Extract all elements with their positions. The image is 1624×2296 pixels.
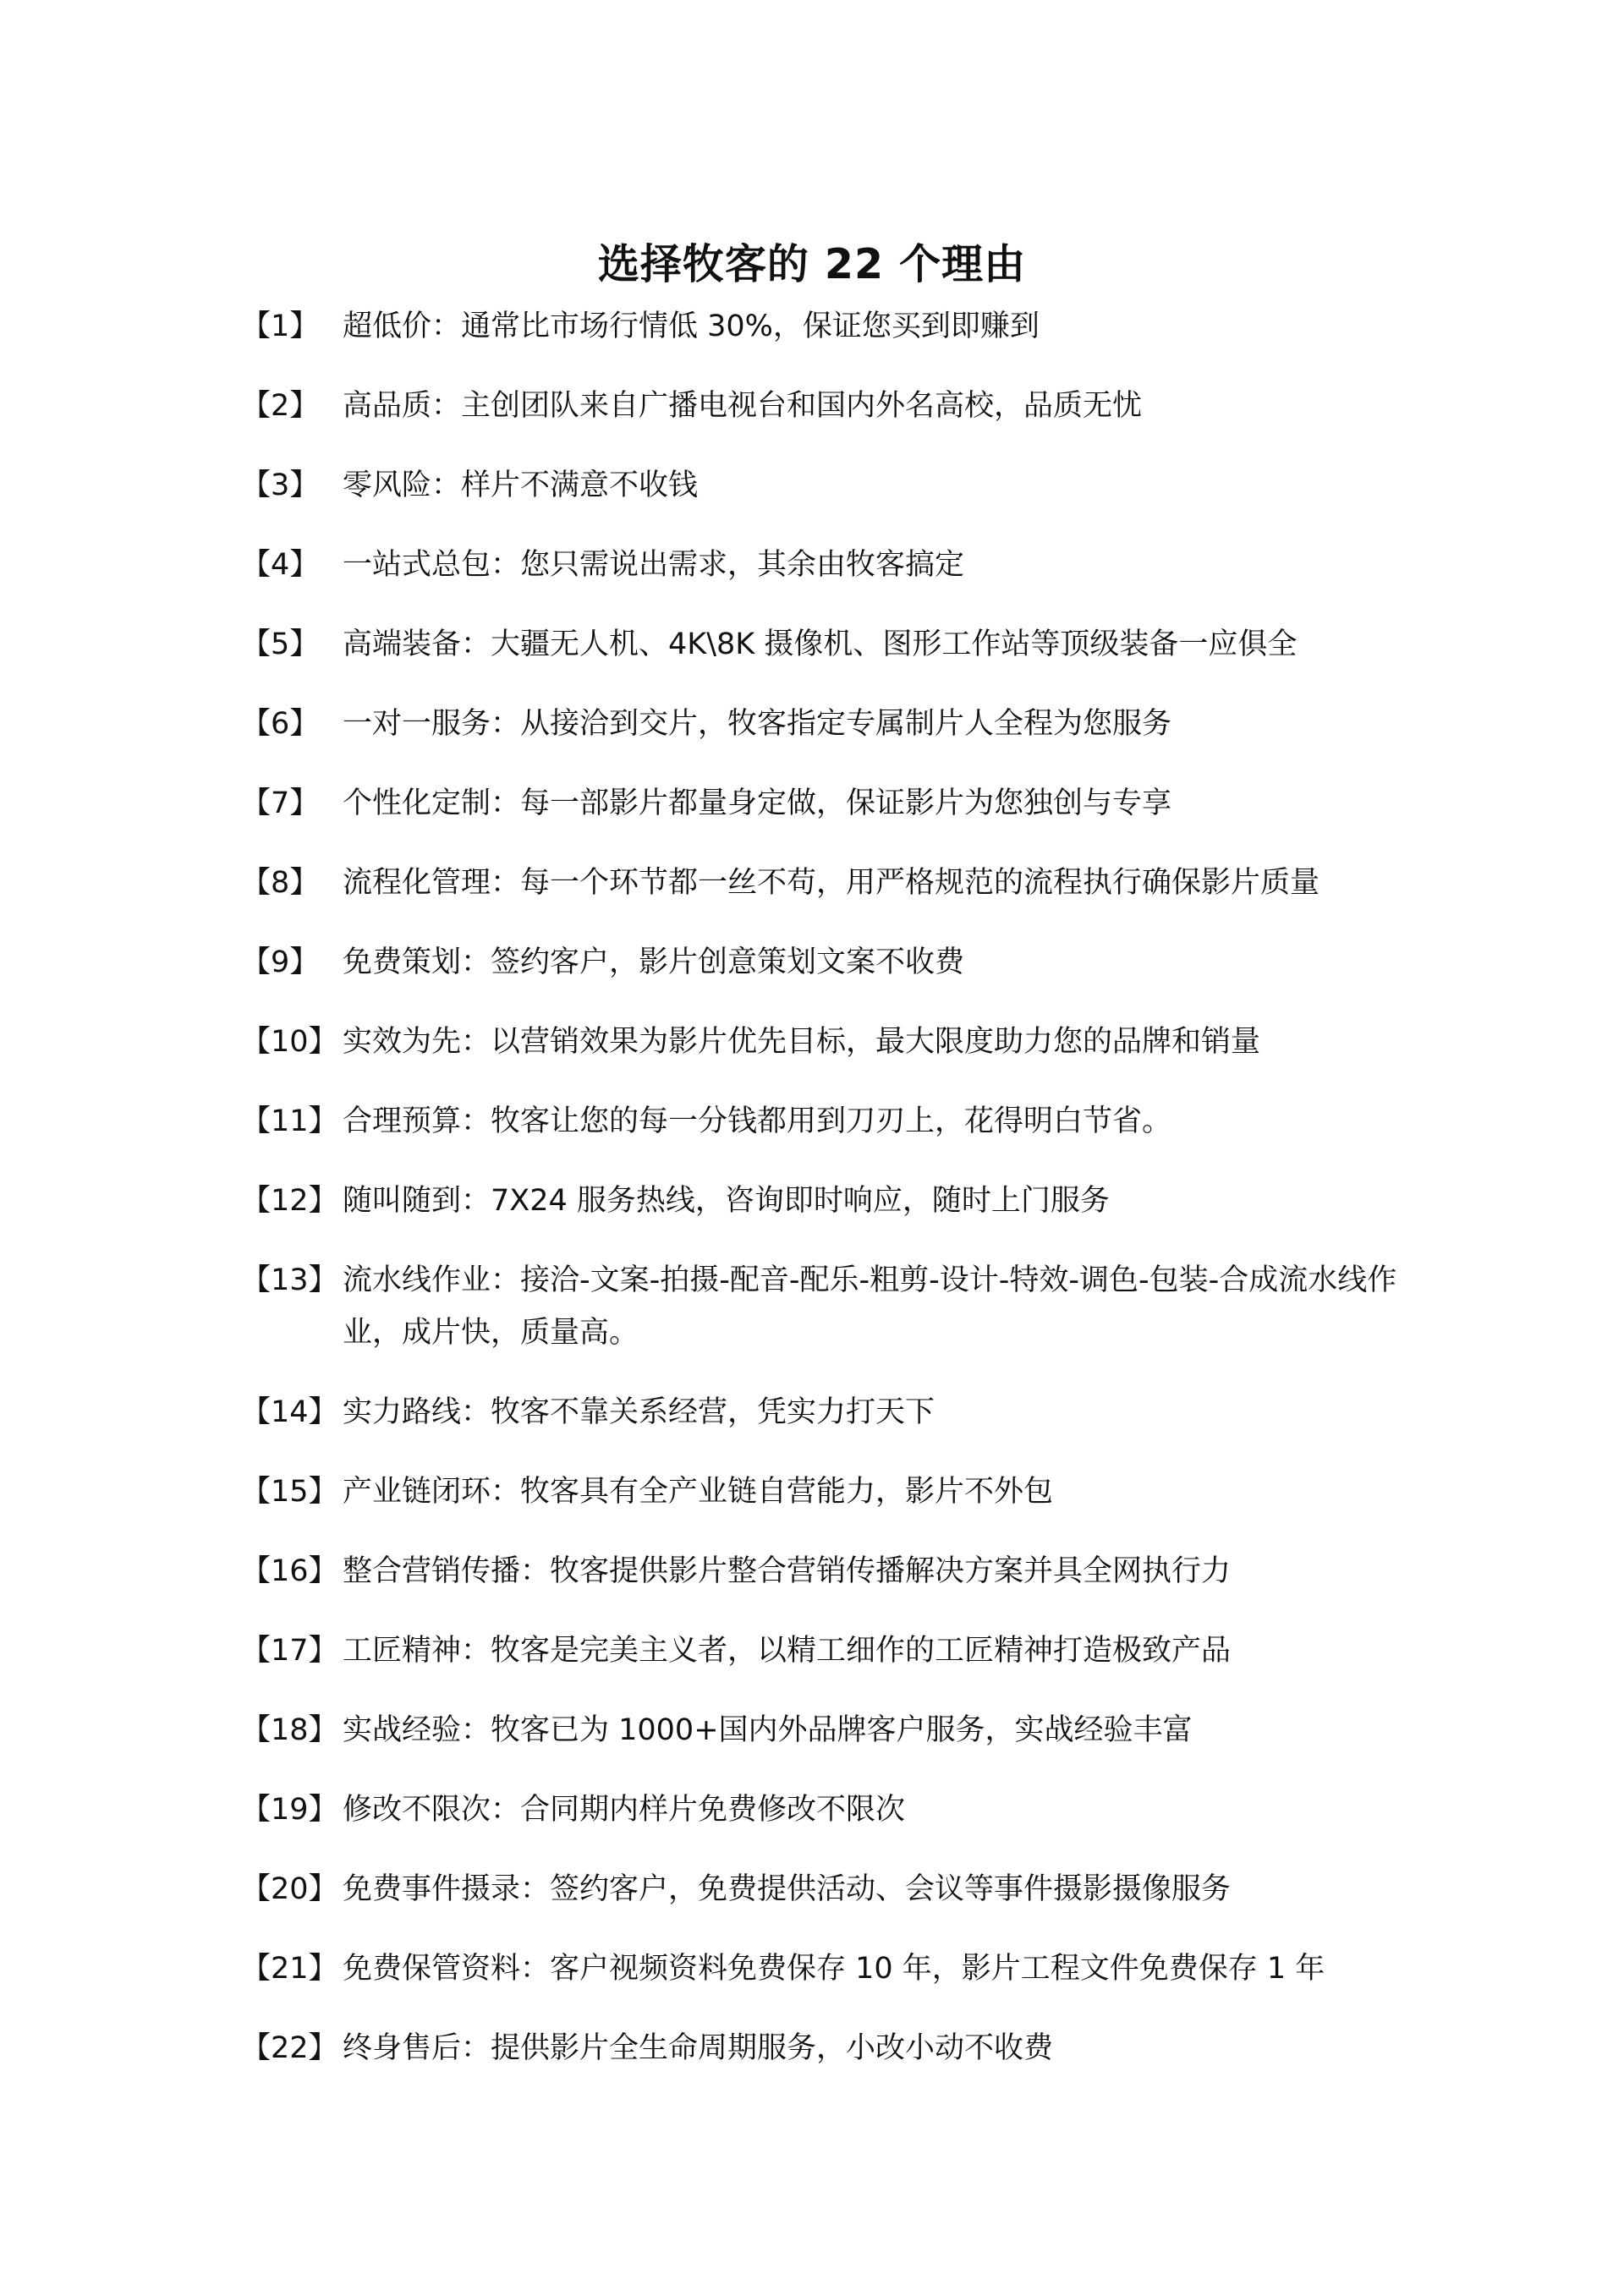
item-number: 【16】 [241,1554,338,1588]
list-item [241,857,1400,909]
item-number: 【2】 [241,389,320,423]
item-text: 实效为先：以营销效果为影片优先目标，最大限度助力您的品牌和销量 [343,1025,1261,1059]
item-text: 免费策划：签约客户，影片创意策划文案不收费 [343,945,965,979]
list-item [241,1466,1400,1518]
list-item [241,1943,1400,1995]
item-number: 【3】 [241,469,320,502]
list-item [241,300,1400,353]
item-number: 【21】 [241,1952,338,1986]
item-number: 【1】 [241,310,320,343]
list-item [241,777,1400,830]
item-number: 【18】 [241,1713,338,1747]
list-item [241,539,1400,591]
item-text: 流程化管理：每一个环节都一丝不苟，用严格规范的流程执行确保影片质量 [343,866,1320,900]
item-text: 高品质：主创团队来自广播电视台和国内外名高校，品质无忧 [343,389,1143,423]
list-item [241,1784,1400,1836]
list-item [241,459,1400,512]
list-item [241,1863,1400,1915]
list-item [241,2022,1400,2074]
list-item [241,1545,1400,1597]
item-number: 【7】 [241,786,320,820]
list-item [241,1704,1400,1756]
item-number: 【17】 [241,1634,338,1668]
list-item [241,618,1400,671]
item-number: 【6】 [241,707,320,741]
item-text: 整合营销传播：牧客提供影片整合营销传播解决方案并具全网执行力 [343,1554,1232,1588]
item-text: 高端装备：大疆无人机、4K\8K 摄像机、图形工作站等顶级装备一应俱全 [343,627,1298,661]
item-text: 合理预算：牧客让您的每一分钱都用到刀刃上，花得明白节省。 [343,1104,1172,1138]
item-number: 【10】 [241,1025,338,1059]
item-number: 【20】 [241,1872,338,1906]
item-text: 零风险：样片不满意不收钱 [343,469,699,502]
item-number: 【19】 [241,1793,338,1827]
reasons-list [241,300,1400,2101]
item-number: 【5】 [241,627,320,661]
item-text: 修改不限次：合同期内样片免费修改不限次 [343,1793,906,1827]
list-item [241,936,1400,989]
item-text: 随叫随到：7X24 服务热线，咨询即时响应，随时上门服务 [343,1184,1110,1218]
item-number: 【14】 [241,1395,338,1429]
list-item [241,1175,1400,1227]
item-number: 【15】 [241,1475,338,1509]
item-number: 【13】 [241,1263,338,1297]
list-item [241,698,1400,750]
item-text: 免费保管资料：客户视频资料免费保存 10 年，影片工程文件免费保存 1 年 [343,1952,1325,1986]
list-item [241,1095,1400,1148]
list-item [241,1386,1400,1438]
item-text: 终身售后：提供影片全生命周期服务，小改小动不收费 [343,2031,1054,2065]
item-text: 免费事件摄录：签约客户，免费提供活动、会议等事件摄影摄像服务 [343,1872,1232,1906]
item-text: 流水线作业：接洽-文案-拍摄-配音-配乐-粗剪-设计-特效-调色-包装-合成流水线作业，成片快，质量高。 [343,1263,1397,1350]
item-text: 产业链闭环：牧客具有全产业链自营能力，影片不外包 [343,1475,1054,1509]
list-item [241,1625,1400,1677]
list-item [241,1016,1400,1068]
item-text: 超低价：通常比市场行情低 30%，保证您买到即赚到 [343,310,1040,343]
list-item [241,380,1400,432]
item-text: 实战经验：牧客已为 1000+国内外品牌客户服务，实战经验丰富 [343,1713,1193,1747]
item-number: 【9】 [241,945,320,979]
item-number: 【4】 [241,548,320,582]
item-text: 工匠精神：牧客是完美主义者，以精工细作的工匠精神打造极致产品 [343,1634,1232,1668]
item-text: 一对一服务：从接洽到交片，牧客指定专属制片人全程为您服务 [343,707,1172,741]
item-number: 【8】 [241,866,320,900]
list-item [241,1254,1400,1359]
item-number: 【22】 [241,2031,338,2065]
document-title: 选择牧客的 22 个理由 [597,239,1027,288]
item-number: 【12】 [241,1184,338,1218]
item-number: 【11】 [241,1104,338,1138]
item-text: 一站式总包：您只需说出需求，其余由牧客搞定 [343,548,965,582]
item-text: 实力路线：牧客不靠关系经营，凭实力打天下 [343,1395,935,1429]
item-text: 个性化定制：每一部影片都量身定做，保证影片为您独创与专享 [343,786,1172,820]
